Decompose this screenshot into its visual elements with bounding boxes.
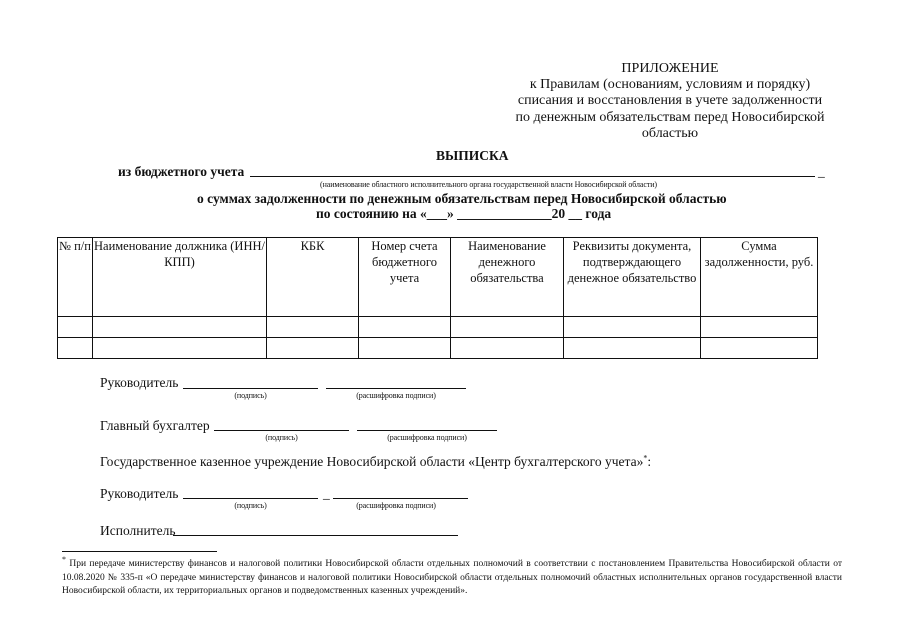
signature-caption: (подпись) (265, 433, 298, 442)
subtitle-line-1: о суммах задолженности по денежным обязательствам перед Новосибирской областью (197, 191, 727, 206)
accounting-field-line (250, 176, 815, 177)
table-cell (267, 338, 359, 359)
accounting-field-tail: _ (818, 164, 825, 179)
footnote-separator (62, 551, 217, 552)
table-cell (701, 317, 818, 338)
appendix-line: к Правилам (основаниям, условиям и порядку) (529, 77, 811, 93)
footnote-mark: * (643, 453, 648, 463)
signature-caption: (подпись) (234, 501, 267, 510)
table-row (58, 317, 818, 338)
chief-signature-line (214, 430, 349, 431)
appendix-line: областью (641, 125, 699, 141)
column-header: Наименование должника (ИНН/КПП) (93, 238, 267, 317)
chief-decode-line (357, 430, 497, 431)
table-cell (451, 317, 564, 338)
institution-colon: : (647, 454, 652, 469)
chief-accountant-label: Главный бухгалтер (100, 418, 210, 433)
head2-label: Руководитель (100, 486, 179, 501)
table-cell (564, 317, 701, 338)
executor-label: Исполнитель (100, 523, 176, 538)
head-decode-line (326, 388, 466, 389)
column-header: Наименование денежного обязательства (451, 238, 564, 317)
table-cell (58, 338, 93, 359)
decode-caption: (расшифровка подписи) (356, 391, 436, 400)
table-row (58, 338, 818, 359)
table-cell (451, 338, 564, 359)
document-title: ВЫПИСКА (436, 148, 509, 163)
column-header: Номер счета бюджетного учета (359, 238, 451, 317)
accounting-caption: (наименование областного исполнительного органа государственной власти Новосибирской области) (320, 180, 657, 189)
table-cell (564, 338, 701, 359)
column-header: КБК (267, 238, 359, 317)
table-cell (701, 338, 818, 359)
footnote (62, 554, 842, 599)
table-cell (93, 317, 267, 338)
appendix-line: по денежным обязательствам перед Новосибирской (515, 109, 825, 125)
table-cell (359, 317, 451, 338)
subtitle-line-2: по состоянию на «___» ______________20 __ года (316, 206, 612, 221)
head-label: Руководитель (100, 375, 179, 390)
accounting-label: из бюджетного учета (118, 164, 245, 179)
appendix-line: ПРИЛОЖЕНИЕ (621, 61, 719, 76)
table-cell (359, 338, 451, 359)
head2-dash: _ (323, 486, 330, 501)
head-signature-line (183, 388, 318, 389)
head2-decode-line (333, 498, 468, 499)
footnote-text: При передаче министерству финансов и налоговой политики Новосибирской области отдельных полномочий в соответствии с постановлением Правительства Новосибирской области от 10.08.2020 № 335-п «О передаче министерству финансов и налоговой политики Новосибирской области отдельных полномочий областных исполнительных органов государственной власти Новосибирской области, их территориальных органов и подведомственных казенных учреждений». (62, 559, 842, 596)
head2-signature-line (183, 498, 318, 499)
signature-caption: (подпись) (234, 391, 267, 400)
appendix-header (470, 61, 870, 142)
column-header: Реквизиты документа, подтверждающего денежное обязательство (564, 238, 701, 317)
executor-line (173, 535, 458, 536)
debt-table (57, 237, 818, 359)
decode-caption: (расшифровка подписи) (387, 433, 467, 442)
table-cell (267, 317, 359, 338)
table-cell (58, 317, 93, 338)
appendix-line: списания и восстановления в учете задолженности (517, 93, 823, 109)
footnote-mark: * (62, 554, 66, 564)
institution-line (100, 454, 651, 470)
table-header-row (58, 238, 818, 317)
column-header: Сумма задолженности, руб. (701, 238, 818, 317)
column-header: № п/п (58, 238, 93, 317)
decode-caption: (расшифровка подписи) (356, 501, 436, 510)
institution-name: Государственное казенное учреждение Новосибирской области «Центр бухгалтерского учета» (100, 454, 644, 469)
table-cell (93, 338, 267, 359)
